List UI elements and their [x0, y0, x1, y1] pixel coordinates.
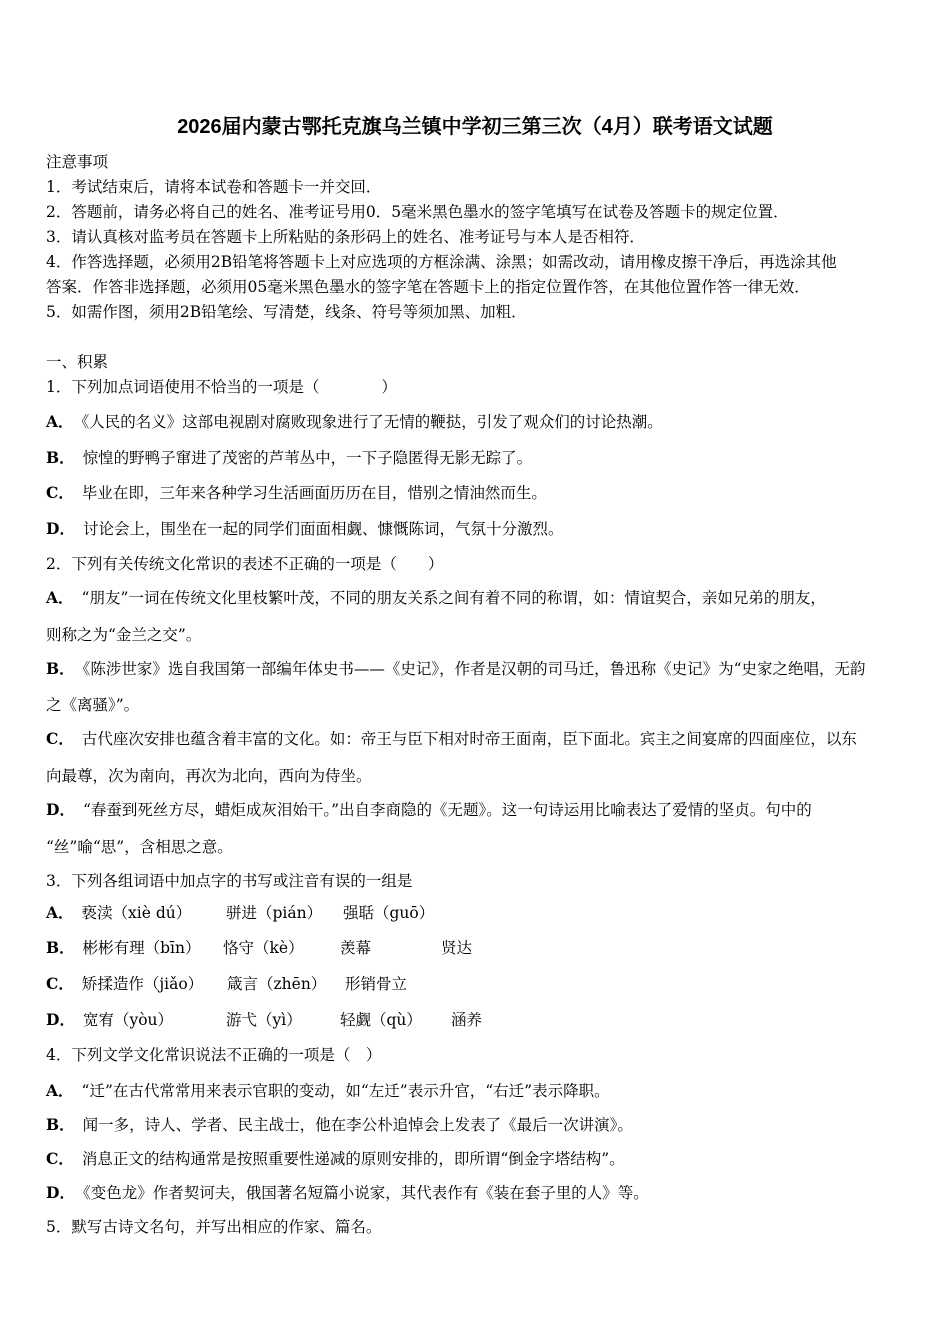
question-2-line — [46, 659, 866, 679]
question-3-option-a — [46, 903, 191, 923]
question-4-stem: 4．下列文学文化常识说法不正确的一项是（ ） — [46, 1046, 382, 1064]
option-label: D． — [46, 1183, 75, 1202]
question-4-option-a — [46, 1081, 610, 1101]
option-label: C． — [46, 1149, 74, 1168]
question-1-option-c — [46, 483, 547, 503]
option-label: A． — [46, 588, 74, 607]
option-text: 《陈涉世家》选自我国第一部编年体史书——《史记》，作者是汉朝的司马迁，鲁迅称《史记》为“史家之绝唱，无韵 — [82, 660, 866, 678]
word: 箴言（zhēn） — [227, 975, 327, 993]
question-4-option-d — [46, 1183, 649, 1203]
notice-heading: 注意事项 — [46, 153, 109, 171]
option-label: B． — [46, 1115, 75, 1134]
option-text: 消息正文的结构通常是按照重要性递减的原则安排的，即所谓“倒金字塔结构”。 — [81, 1150, 625, 1168]
question-2-line — [46, 695, 139, 715]
option-text: 闻一多，诗人、学者、民主战士，他在李公朴追悼会上发表了《最后一次讲演》。 — [82, 1116, 633, 1134]
word: 涵养 — [451, 1011, 483, 1029]
notice-item: 4．作答选择题，必须用2B铅笔将答题卡上对应选项的方框涂满、涂黑；如需改动，请用橡皮擦干净后，再选涂其他 — [46, 253, 837, 271]
question-2-line — [46, 837, 233, 857]
question-4-option-b — [46, 1115, 633, 1135]
option-text: 毕业在即，三年来各种学习生活画面历历在目，惜别之情油然而生。 — [81, 484, 547, 502]
option-label: D． — [46, 519, 75, 538]
question-2-line — [46, 800, 812, 820]
question-2-line — [46, 625, 201, 645]
notice-item: 1．考试结束后，请将本试卷和答题卡一并交回． — [46, 178, 382, 196]
option-label: C． — [46, 729, 74, 748]
option-label: C． — [46, 483, 74, 502]
word: 羡幕 — [340, 939, 372, 957]
word: 游弋（yì） — [226, 1011, 302, 1029]
word: 恪守（kè） — [223, 939, 304, 957]
notice-item: 答案．作答非选择题，必须用05毫米黑色墨水的签字笔在答题卡上的指定位置作答，在其他位置作答一律无效． — [46, 278, 810, 296]
question-4-option-c — [46, 1149, 625, 1169]
option-text: 《人民的名义》这部电视剧对腐败现象进行了无情的鞭挞，引发了观众们的讨论热潮。 — [81, 413, 663, 431]
word: 轻觑（qù） — [340, 1011, 422, 1029]
question-1-option-d — [46, 519, 563, 539]
option-text: 则称之为“金兰之交”。 — [46, 626, 202, 644]
option-text: 向最尊，次为南向，再次为北向，西向为侍坐。 — [46, 767, 372, 785]
word: 亵渎（xiè dú） — [81, 904, 192, 922]
question-1-option-b — [46, 448, 532, 468]
option-text: 古代座次安排也蕴含着丰富的文化。如：帝王与臣下相对时帝王面南，臣下面北。宾主之间宴席的四面座位，以东 — [81, 730, 857, 748]
option-label: A． — [46, 412, 74, 431]
question-3-option-c — [46, 974, 203, 994]
question-2-line — [46, 588, 826, 608]
question-1-stem: 1．下列加点词语使用不恰当的一项是（ ） — [46, 378, 397, 396]
option-label: C． — [46, 974, 74, 993]
notice-item: 3．请认真核对监考员在答题卡上所粘贴的条形码上的姓名、准考证号与本人是否相符． — [46, 228, 645, 246]
option-label: D． — [46, 800, 75, 819]
word: 宽宥（yòu） — [82, 1011, 174, 1029]
question-2-line — [46, 729, 857, 749]
word: 强聒（guō） — [343, 904, 435, 922]
word: 贤达 — [441, 939, 473, 957]
question-5-stem: 5．默写古诗文名句，并写出相应的作家、篇名。 — [46, 1218, 382, 1236]
option-text: 《变色龙》作者契诃夫，俄国著名短篇小说家，其代表作有《装在套子里的人》等。 — [82, 1184, 649, 1202]
question-3-stem: 3．下列各组词语中加点字的书写或注音有误的一组是 — [46, 872, 413, 890]
question-2-stem: 2．下列有关传统文化常识的表述不正确的一项是（ ） — [46, 555, 444, 573]
option-text: “朋友”一词在传统文化里枝繁叶茂，不同的朋友关系之间有着不同的称谓，如：情谊契合，亲如兄弟的朋友， — [81, 589, 826, 607]
word: 矫揉造作（jiǎo） — [81, 975, 204, 993]
option-text: 惊惶的野鸭子窜进了茂密的芦苇丛中，一下子隐匿得无影无踪了。 — [82, 449, 533, 467]
section-heading: 一、积累 — [46, 353, 109, 371]
page-title: 2026届内蒙古鄂托克旗乌兰镇中学初三第三次（4月）联考语文试题 — [177, 116, 773, 138]
word: 骈进（pián） — [226, 904, 323, 922]
word: 彬彬有理（bīn） — [82, 939, 201, 957]
option-text: “迁”在古代常常用来表示官职的变动，如“左迁”表示升官，“右迁”表示降职。 — [81, 1082, 610, 1100]
option-text: 之《离骚》”。 — [46, 696, 140, 714]
word: 形销骨立 — [345, 975, 408, 993]
question-3-option-d — [46, 1010, 173, 1030]
question-3-option-b — [46, 938, 200, 958]
option-text: 讨论会上，围坐在一起的同学们面面相觑、慷慨陈词，气氛十分激烈。 — [82, 520, 564, 538]
notice-item: 5．如需作图，须用2B铅笔绘、写清楚，线条、符号等须加黑、加粗． — [46, 303, 527, 321]
option-label: A． — [46, 903, 74, 922]
option-label: B． — [46, 448, 75, 467]
option-text: “丝”喻“思”，含相思之意。 — [46, 838, 233, 856]
option-label: A． — [46, 1081, 74, 1100]
option-label: B． — [46, 938, 75, 957]
option-text: “春蚕到死丝方尽，蜡炬成灰泪始干。”出自李商隐的《无题》。这一句诗运用比喻表达了爱情的坚贞。句中的 — [82, 801, 812, 819]
question-1-option-a — [46, 412, 663, 432]
question-2-line — [46, 766, 372, 786]
option-label: D． — [46, 1010, 75, 1029]
option-label: B． — [46, 659, 75, 678]
notice-item: 2．答题前，请务必将自己的姓名、准考证号用0．5毫米黑色墨水的签字笔填写在试卷及答题卡的规定位置． — [46, 203, 789, 221]
